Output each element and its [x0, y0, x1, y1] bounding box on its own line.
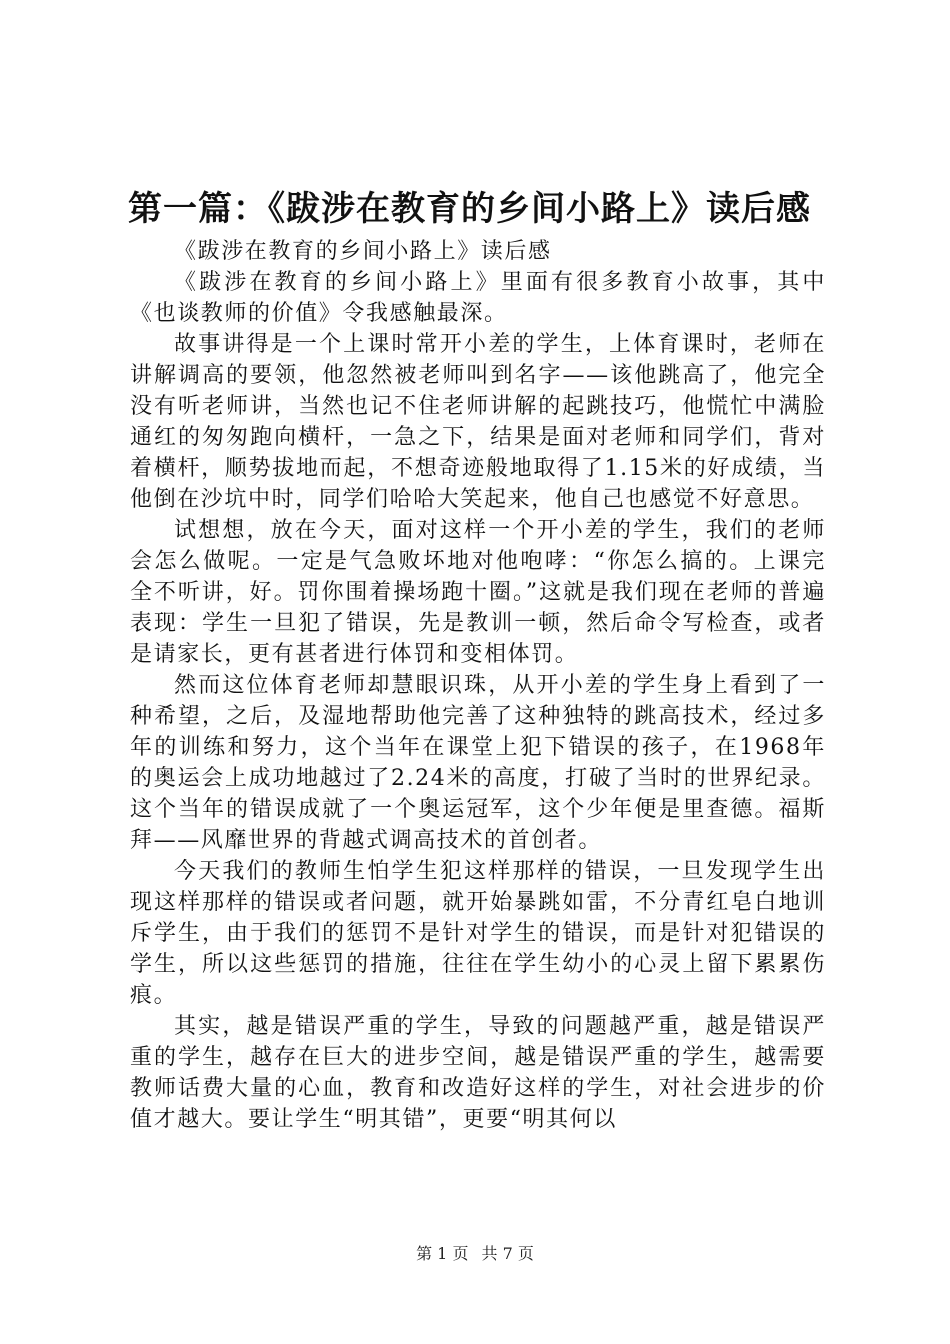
paragraph: 《跋涉在教育的乡间小路上》读后感 — [174, 239, 552, 264]
paragraph: 试想想，放在今天，面对这样一个开小差的学生，我们的老师会怎么做呢。一定是气急败坏地对他咆哮：“你怎么搞的。上课完全不听讲，好。罚你围着操场跑十圈。”这就是我们现在老师的普遍表现：学生一旦犯了错误，先是教训一顿，然后命令写检查，或者是请家长，更有甚者进行体罚和变相体罚。 — [130, 518, 826, 667]
paragraph: 其实，越是错误严重的学生，导致的问题越严重，越是错误严重的学生，越存在巨大的进步空间，越是错误严重的学生，越需要教师话费大量的心血，教育和改造好这样的学生，对社会进步的价值才越大。要让学生“明其错”，更要“明其何以 — [130, 1014, 826, 1132]
page-total: 共 7 页 — [481, 1244, 534, 1263]
document-body — [130, 236, 826, 1135]
paragraph: 然而这位体育老师却慧眼识珠，从开小差的学生身上看到了一种希望，之后，及湿地帮助他完善了这种独特的跳高技术，经过多年的训练和努力，这个当年在课堂上犯下错误的孩子，在1968年的奥运会上成功地越过了2.24米的高度，打破了当时的世界纪录。这个当年的错误成就了一个奥运冠军，这个少年便是里查德。福斯拜——风靡世界的背越式调高技术的首创者。 — [130, 673, 826, 853]
paragraph: 故事讲得是一个上课时常开小差的学生，上体育课时，老师在讲解调高的要领，他忽然被老师叫到名字——该他跳高了，他完全没有听老师讲，当然也记不住老师讲解的起跳技巧，他慌忙中满脸通红的匆匆跑向横杆，一急之下，结果是面对老师和同学们，背对着横杆，顺势拔地而起，不想奇迹般地取得了1.15米的好成绩，当他倒在沙坑中时，同学们哈哈大笑起来，他自己也感觉不好意思。 — [130, 332, 826, 512]
paragraph: 《跋涉在教育的乡间小路上》里面有很多教育小故事，其中《也谈教师的价值》令我感触最深。 — [130, 270, 826, 326]
document-title: 第一篇：《跋涉在教育的乡间小路上》读后感 — [128, 189, 811, 229]
page-number: 第 1 页 — [416, 1244, 469, 1263]
paragraph: 今天我们的教师生怕学生犯这样那样的错误，一旦发现学生出现这样那样的错误或者问题，就开始暴跳如雷，不分青红皂白地训斥学生，由于我们的惩罚不是针对学生的错误，而是针对犯错误的学生，所以这些惩罚的措施，往往在学生幼小的心灵上留下累累伤痕。 — [130, 859, 826, 1008]
page-footer — [0, 1244, 950, 1264]
